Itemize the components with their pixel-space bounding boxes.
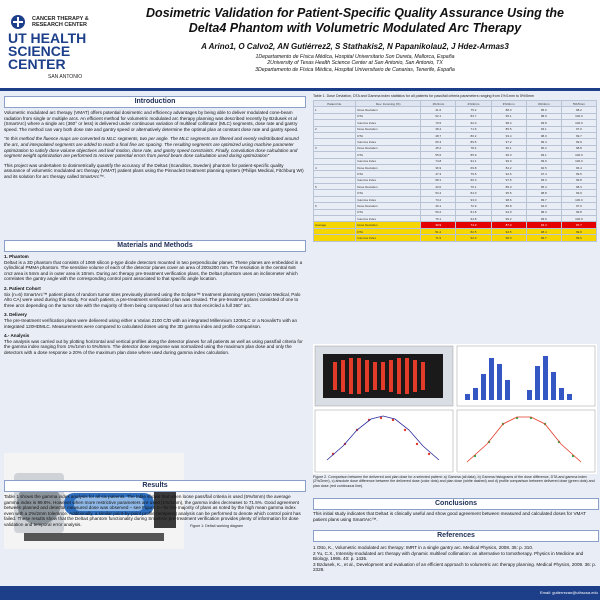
table-cell: Dose Deviation: [356, 107, 421, 113]
table-cell: 38.4: [421, 126, 456, 132]
references-list: [313, 545, 597, 573]
table-cell: 74.0: [456, 222, 491, 228]
table-cell: 40.1: [421, 203, 456, 209]
table-cell: 73.2: [421, 196, 456, 202]
table-cell: 100.0: [561, 216, 596, 222]
table-cell: 98.3: [491, 235, 526, 241]
introduction-heading: Introduction: [4, 96, 306, 108]
figure-1-caption: Figure 1: Delta4 working diagram: [190, 524, 243, 528]
table-cell: Gamma Index: [356, 235, 421, 241]
table-cell: 87.3: [491, 222, 526, 228]
table-cell: Dose Deviation: [356, 164, 421, 170]
results-heading: Results: [4, 480, 306, 492]
results-paragraph-1: Table 1 shows the gamma index analysis for all six patients. The table shows that when loose pass/fail criteria is used (5%/5mm) the average gamma index is 99.6%. However when more restrictive parameters are used (1%/1mm), the gamma index decreases to 71.5%. Good agreement between planned and detector measured dose was observed – see Figure 2—for the majority of plans as noted by the high mean gamma index even with a 2%/2mm tolerance. Additionally, a similar point-by-point profile (temporal) analysis can be performed to denote which control point has failed. These results show that the Delta4 phantom functionality during SmartArc pre-treatment verification provides plenty of information for dose validation and temporal error analysis.: [4, 494, 301, 527]
table-cell: Gamma Index: [356, 139, 421, 145]
methods-heading-3: 3. Delivery: [4, 312, 27, 318]
table-cell: 99.0: [491, 158, 526, 164]
table-cell: 98.9: [526, 113, 561, 119]
table-cell: 43.0: [421, 184, 456, 190]
table-cell: 47.3: [421, 171, 456, 177]
table-cell: 1: [314, 107, 356, 113]
table-cell: 89.5: [456, 139, 491, 145]
table-cell: Gamma Index: [356, 216, 421, 222]
table-cell: 99.7: [526, 235, 561, 241]
table-cell: 99.6: [561, 235, 596, 241]
table-cell: DTA: [356, 113, 421, 119]
table-cell: 99.9: [561, 139, 596, 145]
table-cell: 99.9: [526, 216, 561, 222]
intro-paragraph-1: Volumetric modulated arc therapy (VMAT) offers potential dosimetric and efficiency advantages by being able to deliver modulated cone-beam radiation from single or multiple arcs. An efficient method for volumetric modulated arc therapy planning was described recently by Bzdusek et al (SmartArc) where a single arc (360° or less) is delivered under continuous variation of multileaf collimator (MLC) segments, dose rate and gantry speed. The method can vary both dose rate and gantry speed or alternatively determine the optimal plan at constant dose rate and gantry speed.: [4, 110, 299, 132]
methods-heading-4: 4.- Analysis: [4, 333, 30, 339]
table-cell: 92.0: [456, 120, 491, 126]
table-cell: 78.4: [456, 145, 491, 151]
table-cell: 94.5: [491, 228, 526, 234]
table-cell: 99.8: [526, 120, 561, 126]
table-cell: 85.9: [456, 152, 491, 158]
figure-2-caption: Figure 2. Comparison between the delivered and plan dose for a selected patient: a) Gamma (all data), b) Gamma histograms of the dose difference, DTA and gamma index (2%/2mm), c) absolute dose difference between the delivered dose (color dots) and plan dose (white dashed) and d) profile comparison between delivered dose (green dots) and plan dose (red continuous line).: [313, 475, 595, 488]
gamma-statistics-table: [313, 100, 597, 242]
conclusions-paragraph: This initial study indicates that Delta4 is clinically useful and show good agreement between measured and calculated doses for VMAT patient plans using SmartArc™.: [313, 511, 586, 522]
table-cell: Dose Deviation: [356, 184, 421, 190]
table-cell: DTA: [356, 171, 421, 177]
table-cell: Dose Deviation: [356, 145, 421, 151]
table-cell: 100.0: [561, 152, 596, 158]
table-cell: Gamma Index: [356, 158, 421, 164]
reference-item: 2 Yu, C.X., Intensity-modulated arc therapy with dynamic multileaf collimation: an alternative to tomotherapy. Physics in Medicine and Biology, 1995. 40: p. 1435.: [313, 550, 584, 562]
table-cell: 74.8: [421, 158, 456, 164]
table-cell: 96.3: [491, 152, 526, 158]
table-cell: 99.3: [526, 177, 561, 183]
table-cell: 53.4: [421, 190, 456, 196]
table-cell: 89.0: [491, 184, 526, 190]
table-cell: 76.1: [456, 184, 491, 190]
table-cell: 4: [314, 164, 356, 170]
table-cell: 100.0: [561, 158, 596, 164]
table-cell: 98.3: [526, 209, 561, 215]
table-cell: 88.3: [491, 107, 526, 113]
table-cell: 70.5: [421, 120, 456, 126]
table-cell: 95.5: [491, 190, 526, 196]
table-cell: DTA: [356, 132, 421, 138]
table-cell: Dose Deviation: [356, 222, 421, 228]
ctrc-logo-icon: [10, 14, 26, 30]
table-cell: 76.1: [421, 216, 456, 222]
contact-email[interactable]: Email: gutierrezan@uthscsa.edu: [540, 590, 598, 595]
logo-sub-text: SAN ANTONIO: [48, 74, 83, 80]
table-header-cell: 4%/4mm: [526, 101, 561, 107]
table-header-cell: Patient No.: [314, 101, 356, 107]
table-cell: [314, 235, 356, 241]
intro-paragraph-3: This project was undertaken to dosimetrically quantify the accuracy of the Delta4 (Scanditos, Sweden) phantom for patient-specific quality assurance of volumetric modulated arc therapy (VMAT) patient plans using the Pinnacle3 treatment planning system (Philips Medical, Fitchburg WI) and its solution for arc therapy called SmartArc™.: [4, 162, 304, 179]
footer-bar: [0, 586, 600, 600]
table-cell: 100.0: [561, 196, 596, 202]
table-cell: 94.1: [456, 158, 491, 164]
methods-paragraph-4: The analysis was carried out by plotting horizontal and vertical profiles along the detector planes for all patients as well as using pass/fail criteria for the gamma index ranging from 1%/1mm to 5%/5mm. The detector dose response was normalized using the maximum plan dose and only the detectors with a dose response ≥ 20% of the maximum plan dose where used during gamma index calculation.: [4, 338, 303, 355]
table-header-cell: 5%/5mm: [561, 101, 596, 107]
table-cell: 93.4: [491, 132, 526, 138]
table-cell: 97.4: [526, 171, 561, 177]
table-cell: 90.1: [491, 145, 526, 151]
table-cell: 94.8: [456, 216, 491, 222]
affiliation-3: 3Departamento de Física Médica, Hospital Universitario de Canarias, Tenerife, España: [255, 66, 455, 73]
table-cell: 98.6: [491, 196, 526, 202]
table-cell: DTA: [356, 152, 421, 158]
table-header-cell: 3%/3mm: [491, 101, 526, 107]
table-1-caption: Table 1. Dose Deviation, DTA and Gamma index statistics for all patients for pass/fail criteria parameters ranging from 1%/1mm to 5%/5mm: [313, 94, 535, 98]
introduction-body: [4, 110, 304, 184]
poster-authors: A Arino1, O Calvo2, AN Gutiérrez2, S Stathakis2, N Papanikolau2, J Hdez-Armas3: [201, 42, 509, 51]
affiliations: [130, 54, 580, 73]
materials-heading: Materials and Methods: [4, 240, 306, 252]
table-cell: DTA: [356, 209, 421, 215]
reference-item: 1 Otto, K., Volumetric modulated arc therapy: IMRT in a single gantry arc. Medical Physics, 2008. 35: p. 310.: [313, 545, 534, 550]
table-cell: 50.2: [421, 209, 456, 215]
table-cell: 95.4: [526, 184, 561, 190]
table-cell: 90.3: [456, 177, 491, 183]
table-cell: 55.6: [421, 152, 456, 158]
table-cell: 98.8: [561, 145, 596, 151]
table-cell: 97.7: [561, 222, 596, 228]
intro-paragraph-2: "In this method the fluence maps are converted to MLC segments, two per angle. The MLC segments are filtered and evenly redistributed around the arc, and interpolated segments are added to reach a final fine arc spacing. The resulting segments are optimized using machine parameter optimization to satisfy dose volume objectives and leaf motion, dose rate, and gantry speed constraints. Finally, convolution dose calculation and segment weight optimization are performed to recover potential errors from pencil beam dose calculation used during optimization": [4, 136, 299, 159]
table-body: [314, 107, 597, 241]
table-cell: 99.7: [561, 132, 596, 138]
table-cell: 83.7: [456, 113, 491, 119]
table-cell: 3: [314, 145, 356, 151]
poster-title: Dosimetric Validation for Patient-Specific Quality Assurance Using the Delta4 Phantom with Volumetric Modulated Arc Therapy: [146, 6, 564, 35]
table-cell: 41.6: [421, 107, 456, 113]
table-cell: Gamma Index: [356, 196, 421, 202]
conclusions-heading: Conclusions: [313, 498, 599, 510]
table-cell: 99.8: [561, 177, 596, 183]
table-cell: 75.2: [456, 107, 491, 113]
logo-main-text: UT HEALTH SCIENCE CENTER: [8, 30, 87, 72]
table-cell: 52.1: [421, 113, 456, 119]
table-header-cell: Dev. Incoming (%): [356, 101, 421, 107]
table-cell: 97.6: [561, 203, 596, 209]
table-cell: 68.1: [421, 177, 456, 183]
table-cell: 5: [314, 184, 356, 190]
table-cell: 94.0: [491, 209, 526, 215]
table-cell: Dose Deviation: [356, 126, 421, 132]
table-cell: 85.5: [491, 126, 526, 132]
logo-top-text: CANCER THERAPY & RESEARCH CENTER: [32, 16, 89, 28]
methods-body: [4, 254, 304, 360]
table-cell: 100.0: [561, 120, 596, 126]
table-cell: 98.8: [526, 190, 561, 196]
table-header-cell: 2%/2mm: [456, 101, 491, 107]
methods-paragraph-3: The pre-treatment verification plans were delivered using either a Varian 2100 C/D with an integrated Millennium 120MLC or a NovalisTx with an integrated 120HDMLC. Measurements were compared to calculated doses using the 3D gamma index and profile comparison.: [4, 317, 298, 329]
results-body: [4, 494, 304, 532]
table-cell: 93.0: [456, 196, 491, 202]
methods-heading-2: 2. Patient Cohort: [4, 285, 41, 291]
table-cell: 81.8: [456, 209, 491, 215]
table-cell: 72.9: [456, 203, 491, 209]
table-cell: 84.0: [456, 190, 491, 196]
table-cell: 99.8: [561, 228, 596, 234]
table-cell: 99.9: [526, 158, 561, 164]
table-cell: Average: [314, 222, 356, 228]
table-cell: 99.4: [526, 139, 561, 145]
table-cell: 99.1: [526, 152, 561, 158]
table-cell: Dose Deviation: [356, 203, 421, 209]
table-cell: DTA: [356, 190, 421, 196]
table-cell: 98.4: [526, 228, 561, 234]
conclusions-body: [313, 511, 597, 526]
table-cell: 48.7: [421, 132, 456, 138]
table-1: [313, 94, 597, 344]
table-cell: 94.4: [526, 222, 561, 228]
table-cell: 97.2: [491, 139, 526, 145]
table-cell: 97.0: [561, 126, 596, 132]
table-cell: 2: [314, 126, 356, 132]
table-cell: 71.6: [456, 126, 491, 132]
table-cell: 99.8: [561, 209, 596, 215]
table-cell: 86.8: [491, 203, 526, 209]
table-cell: 69.8: [456, 164, 491, 170]
table-cell: 92.6: [491, 171, 526, 177]
table-cell: 99.9: [561, 190, 596, 196]
table-cell: 51.2: [421, 228, 456, 234]
methods-heading-1: 1. Phantom: [4, 254, 29, 259]
table-cell: 95.0: [526, 107, 561, 113]
table-cell: 98.0: [526, 132, 561, 138]
reference-item: 3 Bzdusek, K., et al., Development and evaluation of an efficient approach to volumetric arc therapy planning. Medical Physics, 2009. 36: p. 2328.: [313, 561, 597, 573]
table-cell: 99.7: [526, 196, 561, 202]
table-cell: 66.3: [421, 139, 456, 145]
affiliation-2: 2University of Texas Health Science Center at San Antonio, San Antonio, TX: [267, 60, 443, 67]
table-cell: 98.3: [561, 184, 596, 190]
references-heading: References: [313, 530, 599, 542]
table-cell: Gamma Index: [356, 177, 421, 183]
figure-2-image: [313, 344, 597, 474]
table-cell: 97.5: [491, 177, 526, 183]
table-average-row: [314, 235, 597, 241]
affiliation-1: 1Departamento de Física Médica, Hospital Universitario Son Dureta, Mallorca, España: [255, 54, 455, 60]
table-cell: 100.0: [561, 113, 596, 119]
table-cell: 95.1: [491, 113, 526, 119]
table-cell: 98.4: [491, 120, 526, 126]
table-cell: 45.2: [421, 145, 456, 151]
figure-2-panels: [313, 344, 597, 474]
table-cell: 82.5: [456, 228, 491, 234]
table-cell: 80.2: [456, 132, 491, 138]
table-cell: 96.2: [526, 145, 561, 151]
table-header-cell: 1%/1mm: [421, 101, 456, 107]
table-cell: 40.9: [421, 222, 456, 228]
methods-paragraph-1: Delta4 is a 3D phantom that consists of 1069 silicon p-type diode detectors mounted in two perpendicular planes. These planes are embedded in a cylindrical PMMA phantom. The sensitive volume of each of the detector planes cover an area of 200x200 mm. The resolution in the central 6x6 cm2 area is 5mm and in outer area is 10mm. During arc therapy pre-treatment verification plans, the Delta4 phantom uses an inclinometer which correlates the gantry angle with the corresponding control point associated to that specific angle location.: [4, 259, 303, 282]
poster-header: [0, 0, 600, 91]
table-cell: 98.2: [561, 107, 596, 113]
methods-paragraph-2: Six (n=6) SmartArc™ patient plans of random tumor sites previously planned using the Eclipse™ treatment planning system (Varian Medical, Palo Alto CA) were used during this study. For each patient, a pre-treatment verification plan was created. The pre-treatment plans consisted of one to three arcs depending on the tumor site with the majority of them being composed of two arcs that encircled a full 360° arc.: [4, 291, 301, 308]
table-cell: 93.1: [526, 126, 561, 132]
table-cell: 6: [314, 203, 356, 209]
table-cell: Gamma Index: [356, 120, 421, 126]
table-cell: 79.5: [456, 171, 491, 177]
table-cell: 96.4: [561, 164, 596, 170]
table-cell: 92.5: [526, 164, 561, 170]
table-cell: 94.0: [526, 203, 561, 209]
table-cell: 92.3: [456, 235, 491, 241]
table-cell: 84.2: [491, 164, 526, 170]
table-cell: 99.2: [491, 216, 526, 222]
institution-logo: [4, 10, 116, 80]
table-cell: 36.9: [421, 164, 456, 170]
table-cell: 71.5: [421, 235, 456, 241]
table-cell: DTA: [356, 228, 421, 234]
table-cell: 99.5: [561, 171, 596, 177]
